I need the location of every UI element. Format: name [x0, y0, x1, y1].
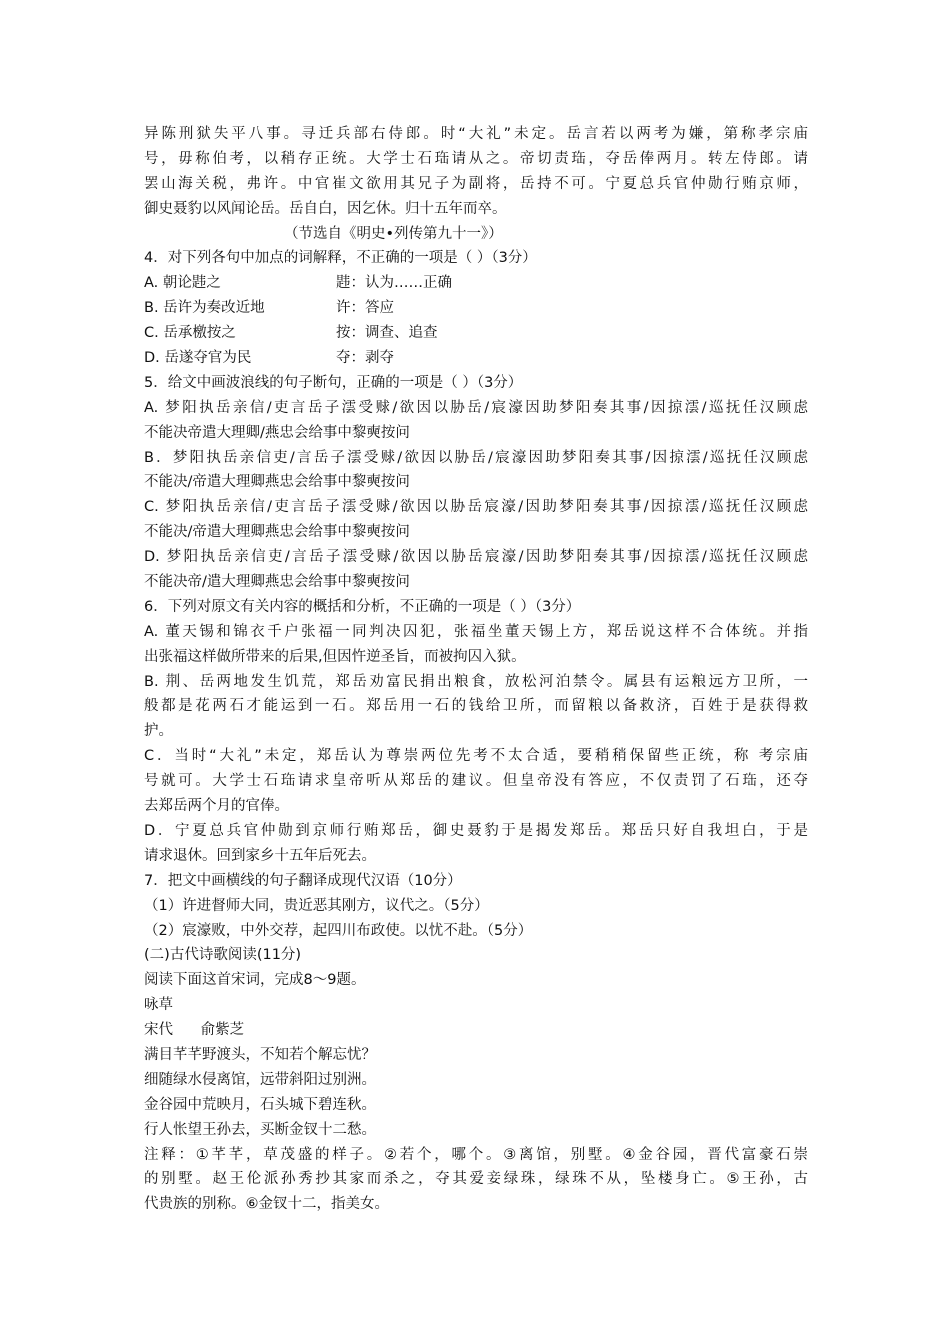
option-gloss: 许：答应 [336, 300, 394, 317]
question-4-option-a [144, 271, 808, 296]
question-6-option-line: C．当时“大礼”未定，郑岳认为尊崇两位先考不太合适，要稍稍保留些正统，称 考宗庙 [144, 748, 808, 765]
question-6-option-line: B. 荆、岳两地发生饥荒，郑岳劝富民捐出粮食，放松河泊禁令。属县有运粮远方卫所，一 [144, 673, 808, 690]
poem-line: 细随绿水侵离馆，远带斜阳过别洲。 [144, 1071, 376, 1088]
question-4-option-b [144, 296, 808, 321]
question-6-option-line: 去郑岳两个月的官俸。 [144, 798, 289, 815]
question-6-stem: 6．下列对原文有关内容的概括和分析，不正确的一项是（ ）（3分） [144, 598, 581, 615]
question-5-option-line: 不能决帝/遣大理卿燕忠会给事中黎奭按问 [144, 574, 410, 591]
poem-notes-line: 的别墅。赵王伦派孙秀抄其家而杀之，夺其爱妾绿珠，绿珠不从，坠楼身亡。⑤王孙，古 [144, 1171, 808, 1188]
question-7-item: （1）许进督师大同，贵近恶其刚方，议代之。（5分） [144, 897, 489, 914]
poem-author: 宋代 俞紫芝 [144, 1022, 245, 1039]
poem-notes-line: 代贵族的别称。⑥金钗十二，指美女。 [144, 1196, 389, 1213]
poem-title: 咏草 [144, 997, 173, 1014]
passage-line: 异陈刑狱失平八事。寻迁兵部右侍郎。时“大礼”未定。岳言若以两考为嫌，第称孝宗庙 [144, 126, 808, 142]
question-5-option-line: C. 梦阳执岳亲信/吏言岳子澐受赇/欲因以胁岳宸濠/因助梦阳奏其事/因掠澐/巡抚任汉顾虑 [144, 499, 808, 516]
question-6-option-line: D．宁夏总兵官仲勋到京师行贿郑岳，御史聂豹于是揭发郑岳。郑岳只好自我坦白，于是 [144, 822, 808, 839]
passage-source: （节选自《明史•列传第九十一》） [284, 225, 503, 242]
question-6-option-line: 出张福这样做所带来的后果,但因忤逆圣旨，而被拘囚入狱。 [144, 648, 526, 665]
question-5-option-line: 不能决/帝遣大理卿燕忠会给事中黎奭按问 [144, 474, 410, 491]
option-gloss: 韪：认为……正确 [336, 275, 452, 292]
poem-notes-line: 注释：①芊芊，草茂盛的样子。②若个，哪个。③离馆，别墅。④金谷园，晋代富豪石崇 [144, 1146, 808, 1163]
question-7-stem: 7．把文中画横线的句子翻译成现代汉语（10分） [144, 872, 462, 889]
question-7-item: （2）宸濠败，中外交荐，起四川布政使。以忧不赴。（5分） [144, 922, 533, 939]
question-6-option-line: 护。 [144, 723, 173, 740]
option-gloss: 夺：剥夺 [336, 350, 394, 367]
question-6-option-line: 号就可。大学士石珤请求皇帝听从郑岳的建议。但皇帝没有答应，不仅责罚了石珤，还夺 [144, 773, 808, 790]
poem-line: 满目芊芊野渡头，不知若个解忘忧？ [144, 1046, 376, 1063]
passage-line: 号，毋称伯考，以稍存正统。大学士石珤请从之。帝切责珤，夺岳俸两月。转左侍郎。请 [144, 150, 808, 167]
question-6-option-line: 般都是花两石才能运到一石。郑岳用一石的钱给卫所，而留粮以备救济，百姓于是获得救 [144, 698, 808, 715]
question-5-option-line: A. 梦阳执岳亲信/吏言岳子澐受赇/欲因以胁岳/宸濠因助梦阳奏其事/因掠澐/巡抚任汉顾虑 [144, 399, 808, 416]
document-page [144, 122, 808, 1217]
passage-line: 御史聂豹以风闻论岳。岳自白，因乞休。归十五年而卒。 [144, 200, 507, 217]
option-sentence: B. 岳许为奏改近地 [144, 300, 265, 317]
section-intro: 阅读下面这首宋词，完成8～9题。 [144, 972, 366, 989]
question-5-option-line: D. 梦阳执岳亲信吏/言岳子澐受赇/欲因以胁岳宸濠/因助梦阳奏其事/因掠澐/巡抚任汉顾虑 [144, 549, 808, 566]
option-sentence: C. 岳承檄按之 [144, 325, 236, 342]
poem-line: 行人怅望王孙去，买断金钗十二愁。 [144, 1121, 376, 1138]
option-gloss: 按：调查、追查 [336, 325, 438, 342]
option-sentence: A. 朝论韪之 [144, 275, 221, 292]
question-4-stem: 4．对下列各句中加点的词解释，不正确的一项是（ ）（3分） [144, 250, 537, 267]
passage-line: 罢山海关税，弗许。中官崔文欲用其兄子为副将，岳持不可。宁夏总兵官仲勋行贿京师， [144, 175, 808, 192]
question-6-option-line: A. 董天锡和锦衣千户张福一同判决囚犯，张福坐董天锡上方，郑岳说这样不合体统。并指 [144, 623, 808, 640]
question-4-option-d [144, 346, 808, 371]
question-5-option-line: B．梦阳执岳亲信吏/言岳子澐受赇/欲因以胁岳/宸濠因助梦阳奏其事/因掠澐/巡抚任汉顾虑 [144, 449, 808, 466]
question-5-option-line: 不能决帝遣大理卿/燕忠会给事中黎奭按问 [144, 424, 410, 441]
option-sentence: D. 岳遂夺官为民 [144, 350, 252, 367]
question-6-option-line: 请求退休。回到家乡十五年后死去。 [144, 847, 376, 864]
question-5-stem: 5．给文中画波浪线的句子断句，正确的一项是（ ）（3分） [144, 374, 523, 391]
section-heading: (二)古代诗歌阅读(11分) [144, 947, 302, 964]
poem-line: 金谷园中荒映月，石头城下碧连秋。 [144, 1096, 376, 1113]
question-5-option-line: 不能决/帝遣大理卿燕忠会给事中黎奭按问 [144, 524, 410, 541]
question-4-option-c [144, 321, 808, 346]
